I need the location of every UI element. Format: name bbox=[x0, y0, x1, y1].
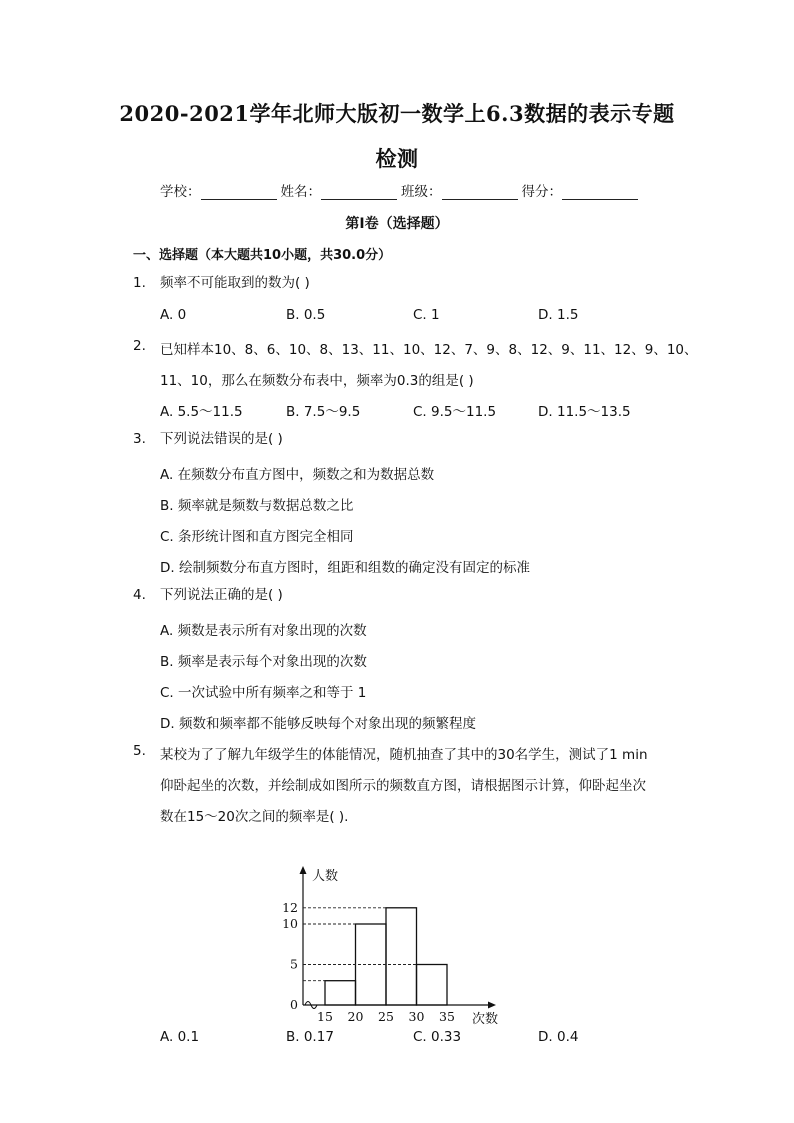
page-title-line2: 检测 bbox=[375, 146, 419, 171]
option-b[interactable]: B. 7.5～9.5 bbox=[286, 404, 361, 420]
frequency-histogram bbox=[270, 860, 510, 1025]
option-d[interactable]: D. 0.4 bbox=[538, 1029, 579, 1045]
option-a[interactable]: A. 在频数分布直方图中，频数之和为数据总数 bbox=[160, 467, 435, 483]
name-field bbox=[281, 180, 398, 200]
histogram-bar bbox=[325, 981, 356, 1005]
score-label: 得分： bbox=[521, 184, 562, 200]
class-field bbox=[401, 180, 518, 200]
option-b[interactable]: B. 0.17 bbox=[286, 1029, 334, 1045]
x-axis-arrow bbox=[488, 1002, 496, 1009]
x-tick-label: 25 bbox=[378, 1009, 394, 1024]
y-tick-label: 5 bbox=[290, 956, 298, 972]
histogram-bar bbox=[386, 908, 417, 1005]
x-tick-label: 15 bbox=[317, 1009, 333, 1024]
question-text: 下列说法错误的是( ) bbox=[160, 431, 283, 447]
option-d[interactable]: D. 频数和频率都不能够反映每个对象出现的频繁程度 bbox=[160, 716, 476, 732]
option-a[interactable]: A. 频数是表示所有对象出现的次数 bbox=[160, 623, 367, 639]
x-tick-label: 20 bbox=[347, 1009, 364, 1024]
option-b[interactable]: B. 0.5 bbox=[286, 307, 326, 323]
option-b[interactable]: B. 频率就是频数与数据总数之比 bbox=[160, 498, 354, 514]
section-heading: 一、选择题（本大题共10小题，共30.0分） bbox=[133, 248, 392, 263]
question-text: 下列说法正确的是( ) bbox=[160, 587, 283, 603]
question-text: 已知样本10、8、6、10、8、13、11、10、12、7、9、8、12、9、11、12、9、10、 bbox=[160, 342, 698, 358]
question-text: 数在15～20次之间的频率是( ). bbox=[160, 809, 349, 825]
question-number: 3. bbox=[133, 431, 146, 447]
question-text: 频率不可能取到的数为( ) bbox=[160, 275, 310, 291]
option-a[interactable]: A. 0.1 bbox=[160, 1029, 200, 1045]
student-info-row bbox=[160, 180, 640, 200]
question-number: 4. bbox=[133, 587, 146, 603]
school-label: 学校： bbox=[160, 184, 201, 200]
y-tick-label: 10 bbox=[282, 916, 298, 931]
score-blank[interactable] bbox=[562, 185, 638, 200]
option-a[interactable]: A. 0 bbox=[160, 307, 187, 323]
school-field bbox=[160, 180, 277, 200]
school-blank[interactable] bbox=[201, 185, 277, 200]
class-blank[interactable] bbox=[442, 185, 518, 200]
name-label: 姓名： bbox=[280, 184, 321, 200]
question-text: 11、10，那么在频数分布表中，频率为0.3的组是( ) bbox=[160, 373, 474, 389]
option-c[interactable]: C. 一次试验中所有频率之和等于 1 bbox=[160, 685, 367, 701]
x-axis-label: 次数 bbox=[472, 1012, 499, 1025]
y-axis-arrow bbox=[300, 866, 307, 874]
x-tick-label: 35 bbox=[439, 1009, 455, 1024]
y-axis-label: 人数 bbox=[312, 869, 339, 884]
option-d[interactable]: D. 11.5～13.5 bbox=[538, 404, 631, 420]
option-c[interactable]: C. 条形统计图和直方图完全相同 bbox=[160, 529, 354, 545]
option-a[interactable]: A. 5.5～11.5 bbox=[160, 404, 243, 420]
class-label: 班级： bbox=[401, 184, 442, 200]
option-c[interactable]: C. 0.33 bbox=[413, 1029, 462, 1045]
option-d[interactable]: D. 1.5 bbox=[538, 307, 579, 323]
option-b[interactable]: B. 频率是表示每个对象出现的次数 bbox=[160, 654, 367, 670]
question-number: 2. bbox=[133, 338, 146, 354]
option-c[interactable]: C. 1 bbox=[413, 307, 440, 323]
question-text: 仰卧起坐的次数，并绘制成如图所示的频数直方图，请根据图示计算，仰卧起坐次 bbox=[160, 778, 646, 794]
volume-heading: 第I卷（选择题） bbox=[345, 216, 449, 232]
option-d[interactable]: D. 绘制频数分布直方图时，组距和组数的确定没有固定的标准 bbox=[160, 560, 530, 576]
name-blank[interactable] bbox=[321, 185, 397, 200]
x-tick-label: 30 bbox=[408, 1009, 425, 1024]
question-text: 某校为了了解九年级学生的体能情况，随机抽查了其中的30名学生，测试了1 min bbox=[160, 747, 648, 763]
y-tick-label: 0 bbox=[290, 997, 298, 1012]
option-c[interactable]: C. 9.5～11.5 bbox=[413, 404, 497, 420]
question-number: 5. bbox=[133, 743, 146, 759]
question-number: 1. bbox=[133, 275, 146, 291]
histogram-bar bbox=[417, 965, 448, 1006]
page-title-line1: 2020-2021学年北师大版初一数学上6.3数据的表示专题 bbox=[119, 101, 675, 126]
y-tick-label: 12 bbox=[282, 899, 298, 915]
score-field bbox=[522, 180, 639, 200]
